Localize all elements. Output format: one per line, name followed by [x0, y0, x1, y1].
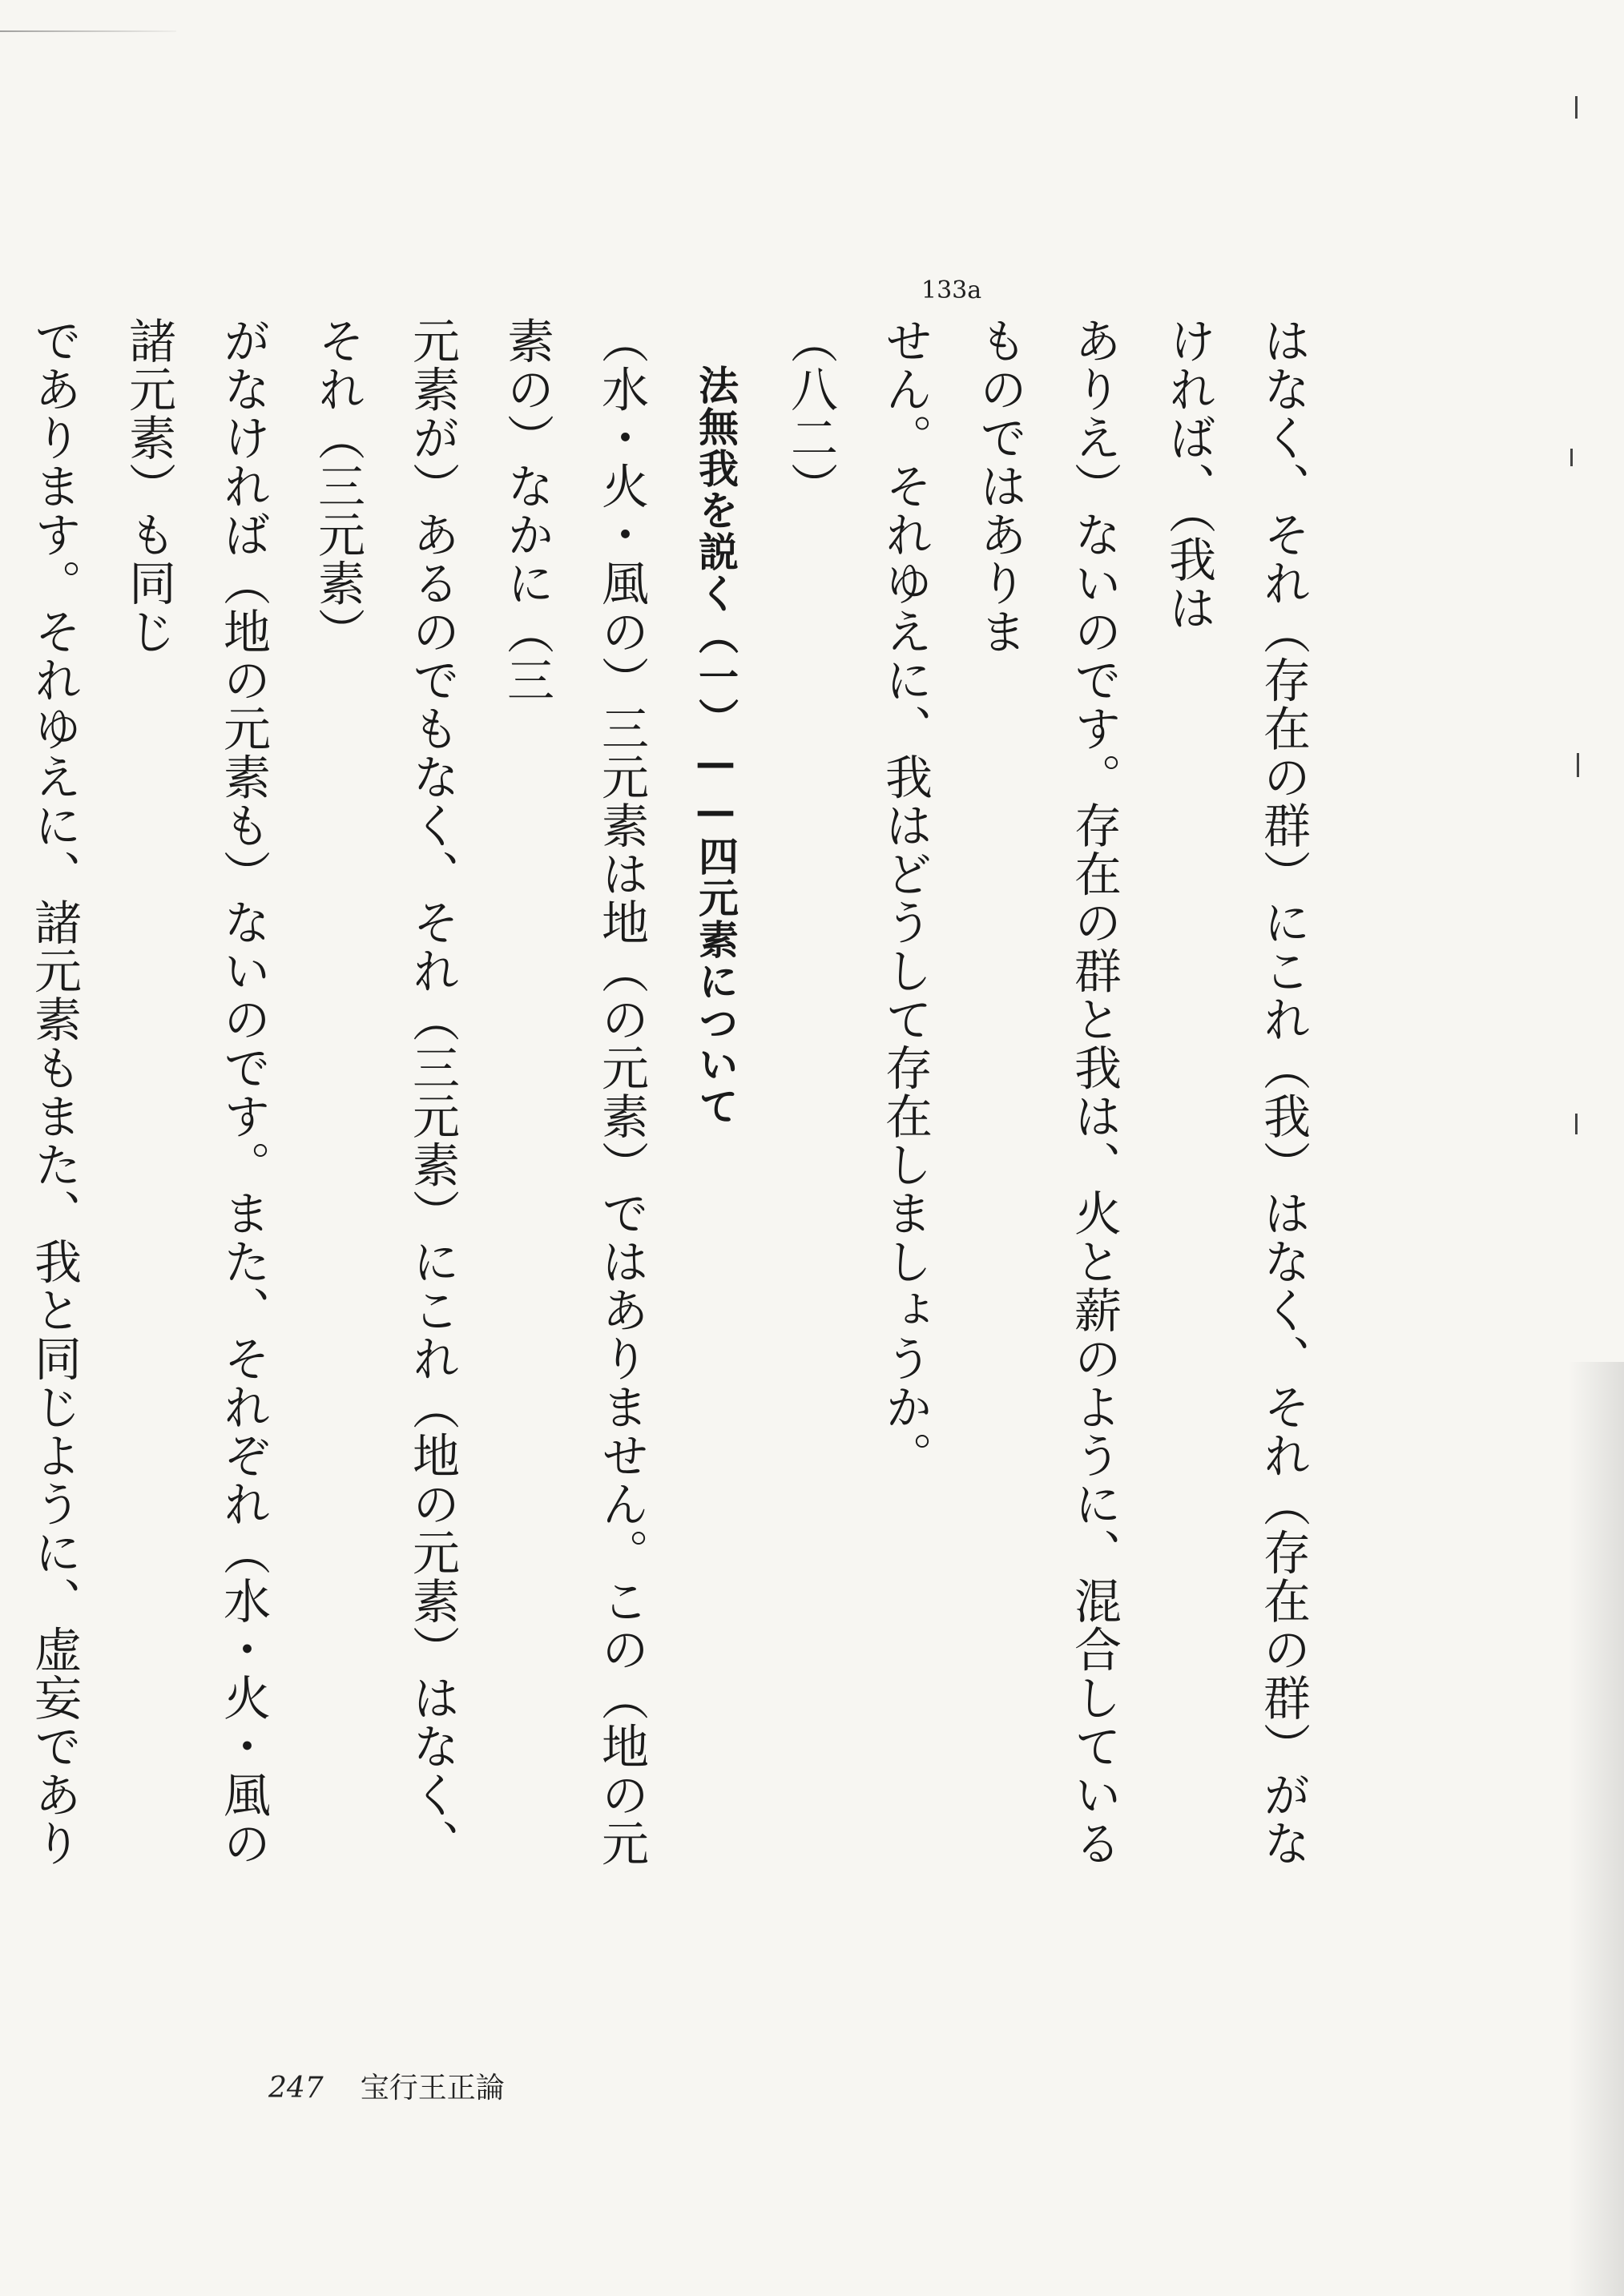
vertical-text-body [0, 316, 1330, 1903]
edge-mark [1575, 96, 1578, 119]
page-reference: 133a [921, 276, 982, 304]
page-number: 247 [268, 2072, 324, 2105]
text-line: がなければ（地の元素も）ないのです。また、それぞれ（水・火・風の諸元素）も同じ [121, 316, 271, 1867]
text-line [0, 316, 101, 1903]
text-line-content: せん。それゆえに、我はどうして存在しましょうか。 [877, 316, 933, 1480]
text-line [763, 316, 952, 1903]
edge-mark [1575, 1114, 1578, 1134]
scan-artifact-line [0, 30, 176, 32]
page-edge-shadow [1568, 1362, 1624, 2296]
text-line: 元素が）あるのでもなく、それ（三元素）にこれ（地の元素）はなく、それ（三元素） [310, 316, 460, 1867]
text-line-content: であります。それゆえに、諸元素もまた、我と同じように、虚妄であり [26, 316, 82, 1867]
edge-mark [1570, 449, 1573, 466]
book-title: 宝行王正論 [360, 2072, 505, 2105]
text-line: （水・火・風の）三元素は地（の元素）ではありません。この（地の元素の）なかに（三 [499, 316, 649, 1867]
page-footer [268, 2065, 505, 2106]
section-heading: 法無我を説く（一）——四元素について [692, 365, 739, 1127]
verse-number: （八二） [783, 316, 838, 510]
text-line: ありえ）ないのです。存在の群と我は、火と薪のように、混合しているものではありま [972, 316, 1122, 1867]
edge-mark [1577, 753, 1579, 777]
text-line: はなく、それ（存在の群）にこれ（我）はなく、それ（存在の群）がなければ、（我は [1161, 316, 1311, 1867]
